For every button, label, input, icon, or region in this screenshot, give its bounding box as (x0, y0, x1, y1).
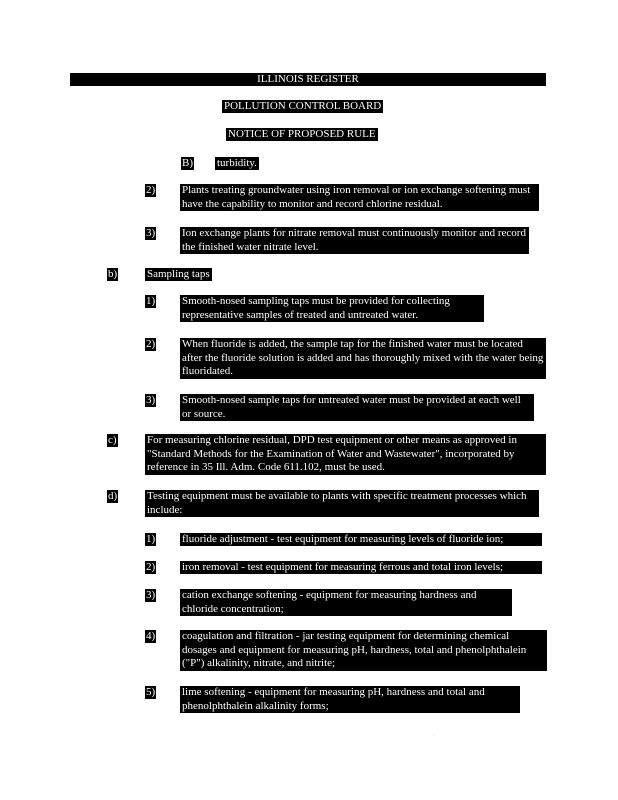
section-text: For measuring chlorine residual, DPD test equipment or other means as approved in "Standard Methods for the Examination of Water and Wastewater", incorporated by reference in 35 Ill. Adm. Code 611.102, must be used. (145, 434, 546, 475)
register-title: ILLINOIS REGISTER (257, 73, 359, 85)
item-label: 1) (146, 295, 156, 307)
item-text: coagulation and filtration - jar testing equipment for determining chemical dosages and equipment for measuring pH, hardness, total and phenolphthalein ("P") alkalinity, nitrate, and nitrite; (180, 630, 547, 671)
item-text: turbidity. (217, 157, 257, 169)
item-label: 2) (146, 184, 156, 196)
item-label: 2) (146, 338, 156, 350)
section-text: Testing equipment must be available to plants with specific treatment processes which include: (145, 490, 539, 517)
notice-title: NOTICE OF PROPOSED RULE (228, 128, 376, 140)
item-text: Smooth-nosed sample taps for untreated water must be provided at each well or source. (180, 394, 534, 421)
item-text: cation exchange softening - equipment for measuring hardness and chloride concentration; (180, 589, 512, 616)
item-label: 5) (146, 686, 156, 698)
item-label: 3) (146, 394, 156, 406)
item-text: fluoride adjustment - test equipment for measuring levels of fluoride ion; (180, 533, 542, 546)
section-label: d) (108, 490, 118, 502)
item-label: 4) (146, 630, 156, 642)
scan-speck (434, 735, 435, 736)
item-text: Plants treating groundwater using iron removal or ion exchange softening must have the capability to monitor and record chlorine residual. (180, 184, 539, 211)
item-text: Ion exchange plants for nitrate removal must continuously monitor and record the finished water nitrate level. (180, 227, 529, 254)
item-text: When fluoride is added, the sample tap for the finished water must be located after the fluoride solution is added and has thoroughly mixed with the water being fluoridated. (180, 338, 546, 379)
section-label: b) (108, 268, 118, 280)
board-title: POLLUTION CONTROL BOARD (224, 100, 382, 112)
item-label: 3) (146, 227, 156, 239)
item-text: iron removal - test equipment for measuring ferrous and total iron levels; (180, 561, 542, 574)
item-text: lime softening - equipment for measuring pH, hardness and total and phenolphthalein alkalinity forms; (180, 686, 520, 713)
item-label: 3) (146, 589, 156, 601)
item-label: B) (182, 157, 193, 169)
section-label: c) (108, 434, 117, 446)
item-text: Smooth-nosed sampling taps must be provided for collecting representative samples of treated and untreated water. (180, 295, 484, 322)
item-label: 1) (146, 533, 156, 545)
item-label: 2) (146, 561, 156, 573)
section-heading: Sampling taps (147, 268, 210, 280)
